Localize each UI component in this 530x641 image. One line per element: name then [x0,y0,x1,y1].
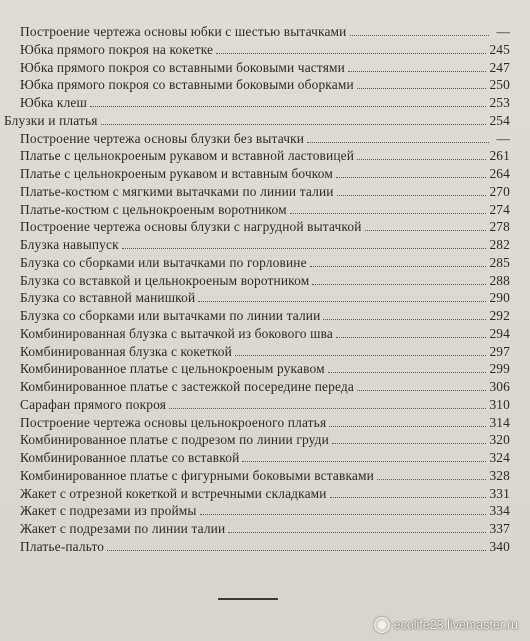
dot-leader [336,177,486,178]
dot-leader [307,142,489,143]
toc-entry-page: 328 [489,467,510,483]
dot-leader [169,408,486,409]
toc-entry-title: Юбка прямого покроя на кокетке [20,41,214,57]
dot-leader [357,390,486,391]
toc-entry [20,56,510,75]
toc-entry-title: Комбинированное платье с цельнокроеным рукавом [20,361,325,377]
dot-leader [198,301,486,302]
toc-entry-page: 254 [489,112,510,128]
toc-entry [20,482,510,501]
toc-entry-page: 261 [489,148,510,164]
toc-entry-page: — [496,130,510,146]
toc-entry-page: 253 [489,95,510,110]
toc-entry-title: Юбка клеш [20,95,87,110]
toc-entry-title: Платье-пальто [20,538,105,554]
toc-entry-title: Комбинированная блузка с кокеткой [20,343,232,359]
toc-entry-page: 292 [489,308,510,323]
toc-entry-page: 245 [489,41,510,57]
dot-leader [332,443,487,444]
toc-entry-page: 299 [489,361,510,377]
toc-entry-page: 278 [489,219,510,235]
dot-leader [310,266,487,267]
toc-entry [20,340,510,359]
toc-entry-page: 270 [489,183,510,199]
dot-leader [312,284,486,285]
toc-entry [20,304,510,323]
toc-entry-title: Юбка прямого покроя со вставными боковыми оборками [20,77,354,93]
toc-entry-title: Платье с цельнокроеным рукавом и вставным бочком [20,166,333,181]
toc-entry-page: 274 [489,201,510,217]
toc-entry [20,144,510,163]
toc-entry-page: 310 [489,396,510,412]
toc-entry [20,38,510,57]
toc-entry-title: Комбинированное платье с фигурными боковыми вставками [20,467,374,483]
toc-entry-page: 290 [489,290,510,306]
toc-entry [20,162,510,181]
toc-entry-title: Комбинированная блузка с вытачкой из бокового шва [20,325,334,341]
toc-entry-page: 320 [489,432,510,448]
toc-entry [20,198,510,217]
toc-entry [20,286,510,305]
toc-entry-page: 340 [489,538,510,554]
dot-leader [357,88,487,89]
toc-entry-page: — [496,24,510,39]
toc-entry-page: 247 [489,59,510,75]
toc-entry [20,180,510,199]
toc-entry-title: Комбинированное платье с подрезом по линии груди [20,432,329,448]
toc-entry-title: Юбка прямого покроя со вставными боковыми частями [20,59,345,75]
dot-leader [235,355,487,356]
toc-entry [20,464,510,483]
toc-entry [20,393,510,412]
toc-entry [20,91,510,110]
toc-entry-title: Сарафан прямого покроя [20,396,166,412]
toc-entry [20,73,510,92]
toc-entry-page: 337 [489,521,510,536]
toc-entry-page: 331 [489,485,510,501]
toc-entry-title: Комбинированное платье со вставкой [20,450,240,465]
toc-entry [20,251,510,270]
toc-entry-title: Построение чертежа основы цельнокроеного платья [20,414,327,430]
dot-leader [101,124,487,125]
toc-entry-page: 250 [489,77,510,93]
dot-leader [290,213,487,214]
toc-entry-title: Платье-костюм с цельнокроеным воротником [20,201,287,217]
dot-leader [337,195,487,196]
toc-entry-page: 306 [489,379,510,394]
watermark [374,617,518,633]
dot-leader [200,514,487,515]
toc-entry [20,428,510,447]
toc-entry-title: Блузка со сборками или вытачками по горловине [20,254,307,270]
toc-entry-page: 314 [489,414,510,430]
toc-entry-title: Платье с цельнокроеным рукавом и вставной ластовицей [20,148,355,164]
watermark-text: ecolife23.livemaster.ru [393,618,518,632]
toc-entry-title: Жакет с отрезной кокеткой и встречными складками [20,485,327,501]
toc-entry-title: Блузка со вставкой и цельнокроеным воротником [20,272,310,288]
dot-leader [107,550,486,551]
toc-entry-title: Жакет с подрезами из проймы [20,503,197,519]
toc-entry-title: Платье-костюм с мягкими вытачками по линии талии [20,183,334,199]
toc-entry [20,322,510,341]
toc-entry-page: 288 [489,272,510,288]
toc-entry [20,233,510,252]
toc-entry-title: Комбинированное платье с застежкой посередине переда [20,379,354,394]
dot-leader [323,319,486,320]
dot-leader [90,106,486,107]
dot-leader [329,426,486,427]
toc-entry-title: Построение чертежа основы юбки с шестью вытачками [20,24,347,39]
toc-section-heading [4,109,510,128]
dot-leader [336,337,486,338]
toc-entry-page: 285 [489,254,510,270]
toc-entry-page: 294 [489,325,510,341]
dot-leader [348,71,486,72]
dot-leader [328,372,487,373]
toc-entry-page: 297 [489,343,510,359]
end-rule [218,598,278,600]
dot-leader [365,230,487,231]
toc-entry [20,20,510,39]
dot-leader [357,159,486,160]
livemaster-logo-icon [374,617,390,633]
toc-entry [20,446,510,465]
toc-entry [20,375,510,394]
toc-entry-title: Блузки и платья [4,112,98,128]
dot-leader [350,35,490,36]
toc-entry [20,269,510,288]
toc-entry [20,499,510,518]
toc-entry [20,215,510,234]
toc-entry [20,127,510,146]
toc-entry [20,535,510,554]
dot-leader [216,53,486,54]
toc-entry [20,411,510,430]
toc-entry-title: Построение чертежа основы блузки без вытачки [20,130,305,146]
toc-entry-title: Блузка со вставной манишкой [20,290,196,306]
toc-entry-page: 282 [489,237,510,252]
toc-entry-title: Блузка навыпуск [20,237,119,252]
dot-leader [330,497,487,498]
toc-entry-title: Построение чертежа основы блузки с нагрудной вытачкой [20,219,362,235]
toc-entry-title: Жакет с подрезами по линии талии [20,521,226,536]
dot-leader [122,248,487,249]
toc-entry-page: 324 [489,450,510,465]
toc-entry-title: Блузка со сборками или вытачками по линии талии [20,308,321,323]
toc-entry-page: 334 [489,503,510,519]
toc-entry-page: 264 [489,166,510,181]
toc-entry [20,517,510,536]
toc-entry [20,357,510,376]
dot-leader [242,461,486,462]
dot-leader [377,479,486,480]
dot-leader [228,532,486,533]
